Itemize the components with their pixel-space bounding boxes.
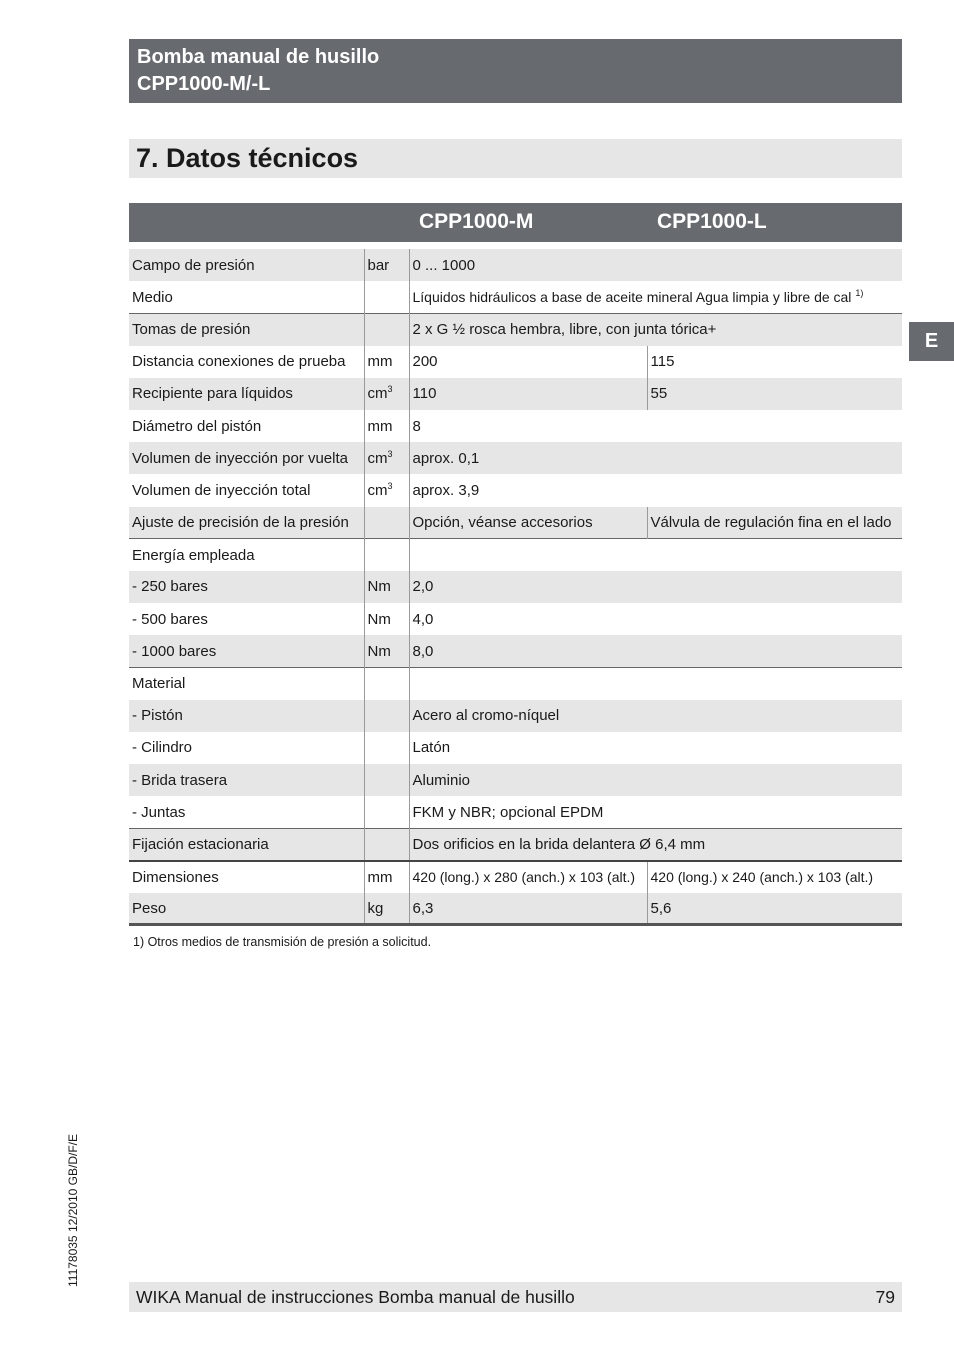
row-unit: cm: [367, 481, 388, 499]
row-unit: kg: [364, 893, 409, 925]
column-header-l: CPP1000-L: [657, 210, 767, 233]
row-label: Peso: [129, 893, 364, 925]
table-row: [129, 796, 902, 828]
row-label: - 250 bares: [129, 571, 364, 603]
row-value: Líquidos hidráulicos a base de aceite mineral Agua limpia y libre de cal: [412, 289, 852, 306]
section-band: [129, 139, 902, 178]
table-row: [129, 571, 902, 603]
section-title: 7. Datos técnicos: [136, 143, 359, 173]
row-value: Acero al cromo-níquel: [409, 700, 902, 732]
column-header: [129, 203, 902, 242]
row-label: Dimensiones: [129, 861, 364, 893]
row-value-l: 420 (long.) x 240 (anch.) x 103 (alt.): [647, 861, 902, 893]
row-unit: mm: [364, 346, 409, 378]
row-label: Diámetro del pistón: [132, 417, 262, 435]
unit-exponent: 3: [387, 448, 393, 459]
header-title-line2: CPP1000-M/-L: [137, 73, 271, 95]
table-row: [129, 635, 902, 667]
row-value: Aluminio: [409, 764, 902, 796]
row-label: Medio: [132, 288, 173, 306]
row-unit: bar: [364, 249, 409, 281]
row-value-l: 5,6: [647, 893, 902, 925]
unit-exponent: 3: [387, 480, 393, 491]
row-unit: [364, 732, 409, 764]
row-unit-cell: [364, 378, 409, 410]
row-value-l: 115: [647, 346, 902, 378]
row-value-m: Opción, véanse accesorios: [409, 507, 647, 539]
language-tab: E: [909, 322, 954, 361]
table-row: [129, 442, 902, 474]
row-value-m: 6,3: [409, 893, 647, 925]
row-label: - Pistón: [129, 700, 364, 732]
row-unit-cell: [364, 442, 409, 474]
row-unit: [364, 828, 409, 860]
row-unit: cm: [367, 385, 388, 403]
row-value: aprox. 0,1: [409, 442, 902, 474]
row-value: 2,0: [409, 571, 902, 603]
footnote: 1) Otros medios de transmisión de presión a solicitud.: [133, 935, 432, 949]
row-unit: Nm: [364, 571, 409, 603]
row-unit: Nm: [364, 635, 409, 667]
row-label: Volumen de inyección por vuelta: [129, 442, 364, 474]
row-unit: cm: [367, 449, 388, 467]
unit-exponent: 3: [387, 384, 393, 395]
column-header-m: CPP1000-M: [419, 210, 534, 233]
row-value: aprox. 3,9: [409, 474, 902, 506]
row-unit: mm: [364, 861, 409, 893]
row-value: Latón: [409, 732, 902, 764]
table-row: [129, 861, 902, 893]
row-value-m: 200: [409, 346, 647, 378]
table-row: [129, 313, 902, 345]
row-unit: [364, 764, 409, 796]
row-value: 4,0: [409, 603, 902, 635]
row-value: 2 x G ½ rosca hembra, libre, con junta tórica+: [409, 313, 902, 345]
row-label: Tomas de presión: [129, 313, 364, 345]
row-value: 8,0: [409, 635, 902, 667]
row-value: [409, 539, 902, 571]
row-label: Distancia conexiones de prueba: [132, 353, 346, 371]
row-value: 8: [409, 410, 902, 442]
table-row: [129, 732, 902, 764]
table-row: [129, 764, 902, 796]
table-row: [129, 667, 902, 699]
row-unit-cell: [364, 474, 409, 506]
row-value: 0 ... 1000: [409, 249, 902, 281]
document-code: 11178035 12/2010 GB/D/F/E: [66, 1134, 80, 1287]
row-unit: Nm: [364, 603, 409, 635]
row-unit: mm: [364, 410, 409, 442]
spec-table: [129, 249, 902, 926]
row-value-cell: [409, 281, 902, 313]
footer-band: [129, 1282, 902, 1312]
row-label: Ajuste de precisión de la presión: [129, 507, 364, 539]
row-label: Campo de presión: [129, 249, 364, 281]
footer-text: WIKA Manual de instrucciones Bomba manual de husillo: [136, 1287, 575, 1307]
row-label: Fijación estacionaria: [129, 828, 364, 860]
table-row: [129, 603, 902, 635]
row-value-m: 420 (long.) x 280 (anch.) x 103 (alt.): [409, 861, 647, 893]
table-row: [129, 700, 902, 732]
row-unit: [364, 539, 409, 571]
row-label: Recipiente para líquidos: [129, 378, 364, 410]
table-row: [129, 281, 902, 313]
row-unit: [364, 507, 409, 539]
table-row: [129, 474, 902, 506]
row-unit: [364, 313, 409, 345]
row-label: Energía empleada: [129, 539, 364, 571]
row-unit: [364, 796, 409, 828]
row-value: [409, 667, 902, 699]
header-title-line1: Bomba manual de husillo: [137, 46, 380, 68]
row-value-l: Válvula de regulación fina en el lado: [647, 507, 902, 539]
table-row: [129, 893, 902, 925]
table-row: [129, 539, 902, 571]
header-band: [129, 39, 902, 103]
row-label: Material: [129, 667, 364, 699]
row-value: Dos orificios en la brida delantera Ø 6,4 mm: [409, 828, 902, 860]
table-row: [129, 249, 902, 281]
row-unit: [364, 667, 409, 699]
page-number: 79: [875, 1287, 895, 1307]
table-row: [129, 410, 902, 442]
table-row: [129, 507, 902, 539]
row-value: FKM y NBR; opcional EPDM: [409, 796, 902, 828]
row-label: - 1000 bares: [129, 635, 364, 667]
row-unit: [364, 281, 409, 313]
footnote-ref: 1): [855, 288, 864, 299]
row-value-m: 110: [409, 378, 647, 410]
row-label: Volumen de inyección total: [132, 481, 311, 499]
row-label: - Juntas: [132, 803, 186, 821]
table-row: [129, 378, 902, 410]
row-label: - 500 bares: [132, 610, 208, 628]
row-label: - Brida trasera: [129, 764, 364, 796]
row-label: - Cilindro: [132, 739, 193, 757]
table-row: [129, 828, 902, 860]
table-row: [129, 346, 902, 378]
row-unit: [364, 700, 409, 732]
row-value-l: 55: [647, 378, 902, 410]
